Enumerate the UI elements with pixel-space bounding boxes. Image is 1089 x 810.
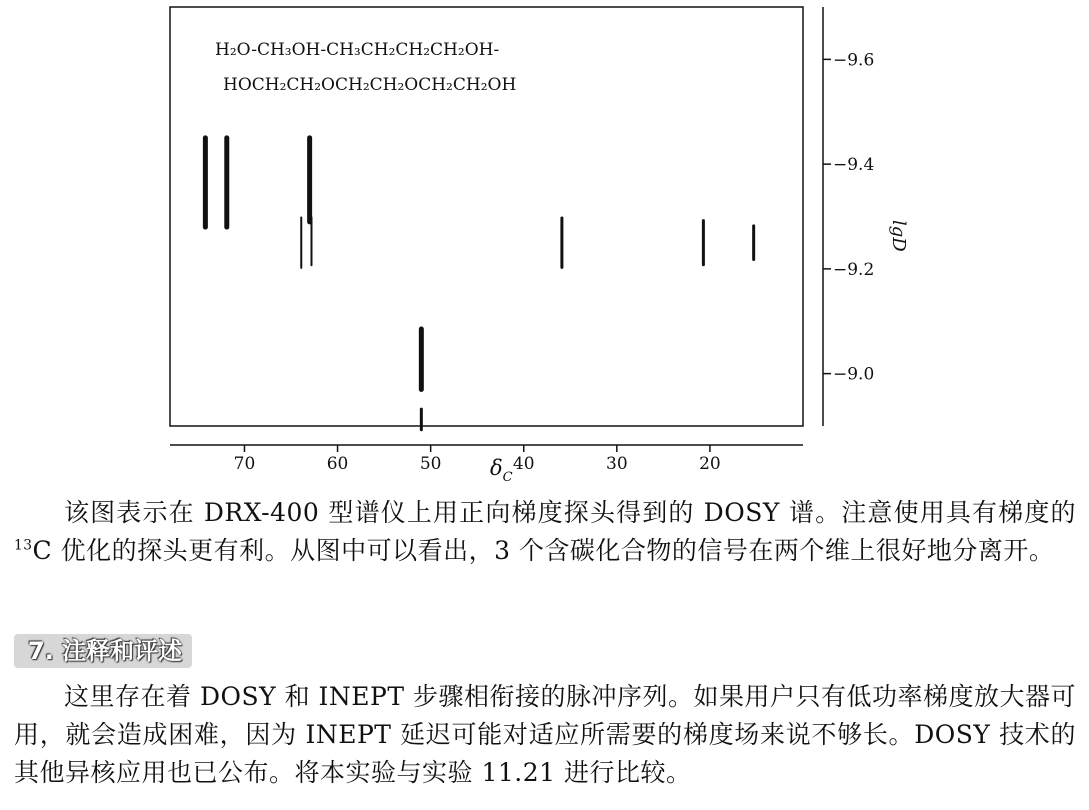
description-paragraph [14, 494, 1076, 570]
peak-mark-6 [420, 408, 423, 432]
x-axis-label-subscript: C [502, 470, 513, 485]
x-axis-label-symbol: δ [490, 456, 503, 480]
peak-mark-9 [752, 224, 755, 261]
y-tick-label-3: −9.0 [833, 364, 875, 385]
x-tick-label-70: 70 [233, 454, 256, 474]
formula-line-2: HOCH₂CH₂OCH₂CH₂OCH₂CH₂OH [223, 75, 517, 95]
peak-mark-3 [300, 217, 302, 269]
description-text-b: C 优化的探头更有利。从图中可以看出，3 个含碳化合物的信号在两个维上很好地分离开。 [32, 536, 1055, 565]
peak-group [203, 135, 755, 431]
description-text-a: 该图表示在 DRX-400 型谱仪上用正向梯度探头得到的 DOSY 谱。注意使用具有梯度的 [64, 498, 1076, 527]
peak-mark-0 [203, 135, 208, 229]
comments-paragraph: 这里存在着 DOSY 和 INEPT 步骤相衔接的脉冲序列。如果用户只有低功率梯度放大器可用，就会造成困难，因为 INEPT 延迟可能对适应所需要的梯度场来说不够长。DOSY 技术的其他异核应用也已公布。将本实验与实验 11.21 进行比较。 [14, 682, 1076, 787]
y-tick-label-0: −9.6 [833, 50, 875, 71]
peak-mark-2 [307, 135, 312, 224]
peak-mark-5 [419, 326, 424, 391]
y-axis-label: lgD [888, 220, 909, 252]
x-tick-label-60: 60 [326, 454, 349, 474]
formula-line-1: H₂O-CH₃OH-CH₃CH₂CH₂CH₂OH- [215, 40, 500, 60]
superscript-13: 13 [14, 537, 33, 554]
x-tick-label-30: 30 [606, 454, 628, 474]
peak-mark-8 [702, 219, 705, 266]
peak-mark-7 [560, 217, 563, 269]
x-axis-label [490, 456, 513, 485]
x-tick-label-20: 20 [699, 454, 721, 474]
x-axis-ticks [234, 445, 721, 474]
y-tick-label-1: −9.4 [833, 155, 875, 176]
peak-mark-1 [224, 135, 229, 229]
peak-mark-4 [310, 217, 312, 267]
x-tick-label-50: 50 [419, 454, 442, 474]
y-axis-ticks [823, 50, 874, 384]
section-heading: 7. 注释和评述 [14, 634, 192, 668]
x-tick-label-40: 40 [512, 454, 535, 474]
plot-frame [170, 7, 803, 426]
y-tick-label-2: −9.2 [833, 259, 875, 280]
